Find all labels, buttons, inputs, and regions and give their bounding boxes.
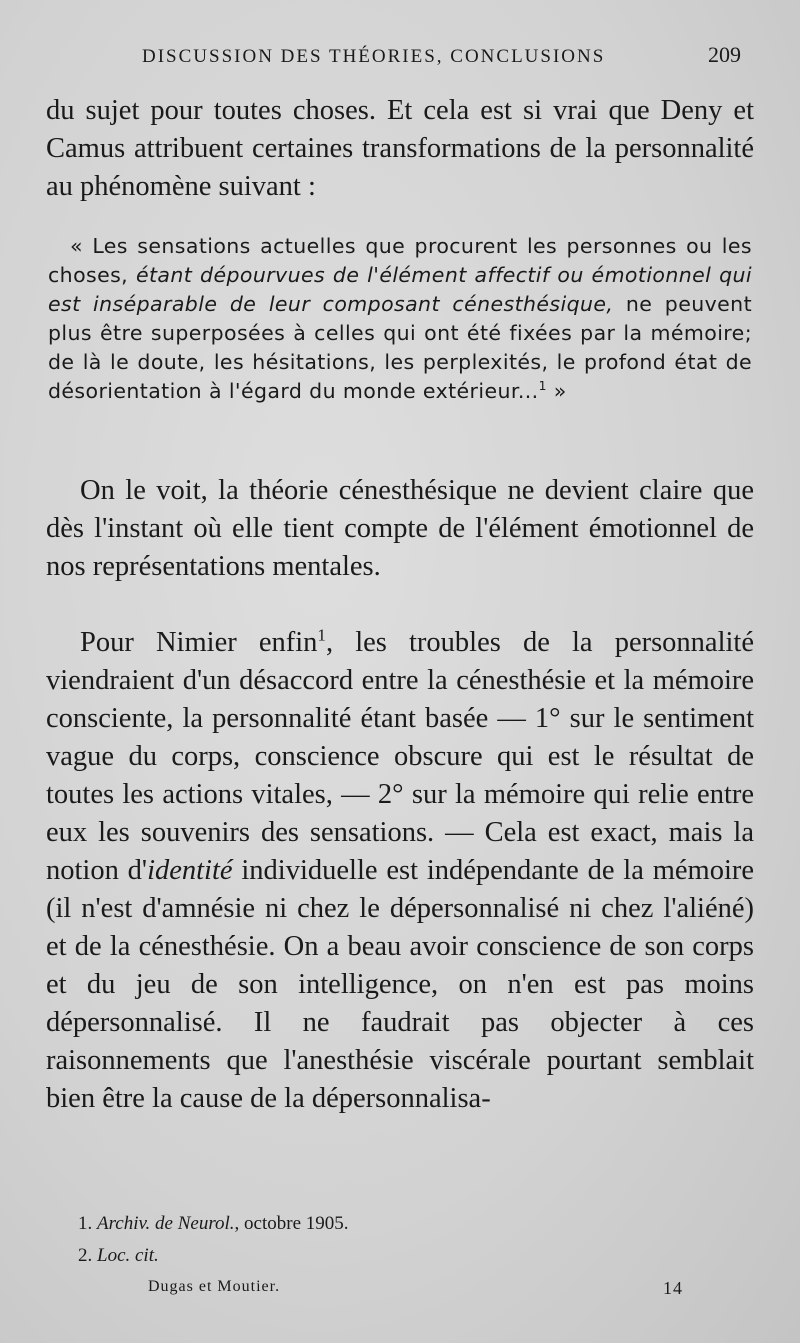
footnote-1 <box>78 1208 728 1240</box>
paragraph-3-italic: identité <box>147 855 233 886</box>
footnote-1-rest: , octobre 1905. <box>234 1213 349 1234</box>
quote-close: ne peuvent plus être superposées à celles qui ont été fixées par la mémoire; de là le doute, les hésitations, les perplexités, le profond état de désorientation à l'égard du monde extérieur... <box>48 292 753 403</box>
signature-mark: 14 <box>663 1278 683 1298</box>
quote-italic: étant dépourvues de l'élément affectif ou émotionnel qui est inséparable de leur composant cénesthésique, <box>48 263 752 316</box>
footnote-1-title: Archiv. de Neurol. <box>97 1213 235 1234</box>
paragraph-3-part-c: individuelle est indépendante de la mémoire (il n'est d'amnésie ni chez le dépersonnalisé ni chez l'aliéné) et de la cénesthésie. On a beau avoir conscience de son corps et du jeu de son intelligence, on n'en est pas moins dépersonnalisé. Il ne faudrait pas objecter à ces raisonnements que l'anesthésie viscérale pourtant semblait bien être la cause de la dépersonnalisa- <box>46 855 754 1114</box>
page-header <box>0 40 800 80</box>
footnote-2-number: 2. <box>78 1245 93 1266</box>
footnote-2-title: Loc. cit. <box>97 1245 159 1266</box>
running-head: DISCUSSION DES THÉORIES, CONCLUSIONS <box>142 46 606 67</box>
paragraph-2 <box>0 472 800 586</box>
quote-body <box>48 232 752 406</box>
footnote-2 <box>78 1240 728 1272</box>
quote-end: » <box>546 379 567 403</box>
intro-text: du sujet pour toutes choses. Et cela est si vrai que Deny et Camus attribuent certaines transformations de la personnalité au phénomène suivant : <box>46 95 754 202</box>
paragraph-3-footnote-ref: 1 <box>317 625 326 645</box>
intro-paragraph <box>0 92 800 206</box>
paragraph-3-part-a: Pour Nimier enfin <box>80 627 318 658</box>
quote-open: « Les sensations actuelles que procurent les personnes ou les choses, <box>48 234 752 287</box>
quote-footnote-ref: 1 <box>538 379 547 394</box>
page-number: 209 <box>708 42 741 67</box>
page-footer <box>148 1278 683 1298</box>
block-quote <box>0 232 800 406</box>
footnotes <box>78 1208 728 1272</box>
paragraph-3-text <box>46 624 754 1118</box>
paragraph-3 <box>0 624 800 1118</box>
footer-authors: Dugas et Moutier. <box>148 1278 281 1295</box>
footnote-1-number: 1. <box>78 1213 93 1234</box>
paragraph-2-text: On le voit, la théorie cénesthésique ne devient claire que dès l'instant où elle tient compte de l'élément émotionnel de nos représentations mentales. <box>46 475 754 582</box>
paragraph-3-part-b: , les troubles de la personnalité viendraient d'un désaccord entre la cénesthésie et la mémoire consciente, la personnalité étant basée — 1° sur le sentiment vague du corps, conscience obscure qui est le résultat de toutes les actions vitales, — 2° sur la mémoire qui relie entre eux les souvenirs des sensations. — Cela est exact, mais la notion d' <box>46 627 754 886</box>
